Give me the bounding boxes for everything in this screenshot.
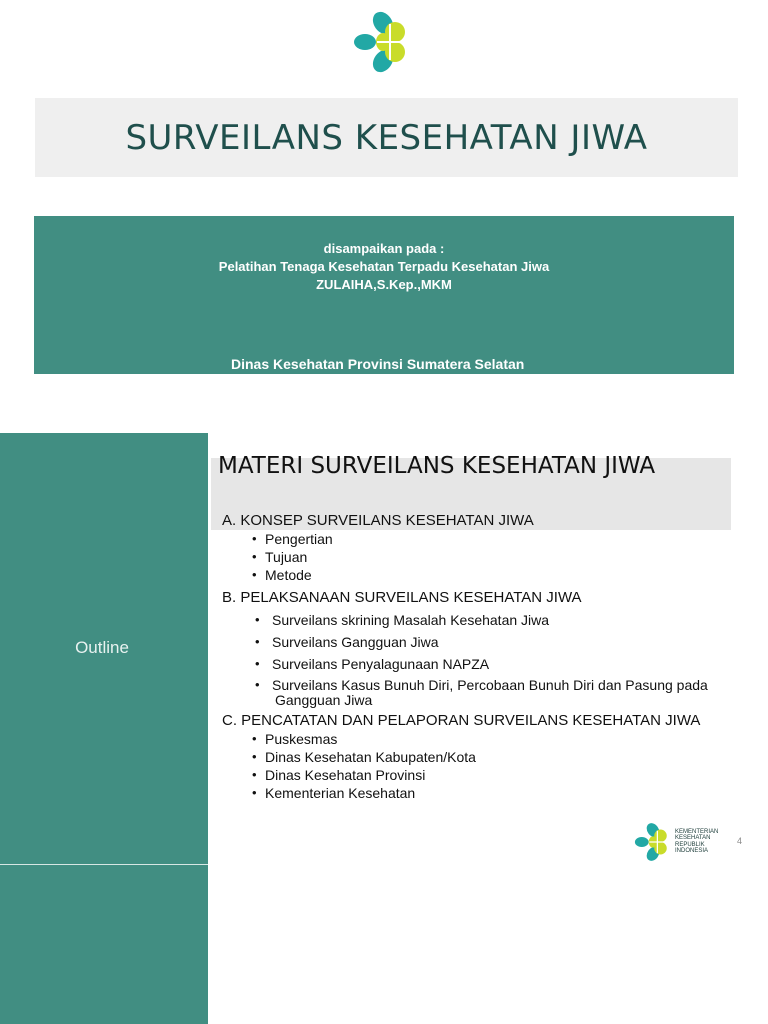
list-item: Kementerian Kesehatan <box>265 785 416 801</box>
bullet: • <box>252 549 257 564</box>
bullet: • <box>252 531 257 546</box>
section-c-heading: C. PENCATATAN DAN PELAPORAN SURVEILANS KESEHATAN JIWA <box>222 712 701 729</box>
outline-label: Outline <box>75 638 129 657</box>
list-item: Tujuan <box>265 549 308 565</box>
bullet: • <box>252 785 257 800</box>
slide1-title-box <box>35 98 738 177</box>
presenter-box <box>34 216 734 374</box>
list-item: Metode <box>265 567 312 583</box>
list-item: Dinas Kesehatan Provinsi <box>265 767 426 783</box>
list-item: Pengertian <box>265 531 333 547</box>
list-item: Surveilans Penyalagunaan NAPZA <box>272 656 490 672</box>
logo-text-line: INDONESIA <box>675 848 709 855</box>
presented-at-label: disampaikan pada : <box>323 241 445 256</box>
outline-side-panel <box>0 433 208 1024</box>
list-item: Surveilans skrining Masalah Kesehatan Jiwa <box>272 612 550 628</box>
logo-text-line: KEMENTERIAN <box>675 829 719 835</box>
list-item: Surveilans Gangguan Jiwa <box>272 634 439 650</box>
logo-text-line: REPUBLIK <box>675 841 705 848</box>
list-item: Dinas Kesehatan Kabupaten/Kota <box>265 749 476 765</box>
bullet: • <box>255 677 260 692</box>
materi-title: MATERI SURVEILANS KESEHATAN JIWA <box>218 453 656 479</box>
kemenkes-logo-icon <box>353 10 413 74</box>
bullet: • <box>252 749 257 764</box>
bullet: • <box>252 767 257 782</box>
section-a-heading: A. KONSEP SURVEILANS KESEHATAN JIWA <box>222 512 534 529</box>
bullet: • <box>252 731 257 746</box>
presenter-name: ZULAIHA,S.Kep.,MKM <box>316 277 452 292</box>
slide1-title: SURVEILANS KESEHATAN JIWA <box>125 117 648 158</box>
bullet: • <box>255 612 260 627</box>
presenter-lines <box>34 240 734 294</box>
bullet: • <box>255 634 260 649</box>
section-b-heading: B. PELAKSANAAN SURVEILANS KESEHATAN JIWA <box>222 589 582 606</box>
logo-wordmark <box>675 829 735 855</box>
list-item-continuation: Gangguan Jiwa <box>275 692 373 708</box>
list-item: Surveilans Kasus Bunuh Diri, Percobaan Bunuh Diri dan Pasung pada <box>272 677 708 693</box>
side-panel-divider <box>0 864 208 865</box>
kemenkes-logo-small-icon <box>633 822 673 862</box>
presenter-organization: Dinas Kesehatan Provinsi Sumatera Selatan <box>231 356 525 372</box>
list-item: Puskesmas <box>265 731 338 747</box>
training-name: Pelatihan Tenaga Kesehatan Terpadu Kesehatan Jiwa <box>218 259 550 274</box>
logo-text-line: KESEHATAN <box>675 835 711 842</box>
bullet: • <box>255 656 260 671</box>
page-number: 4 <box>737 836 743 846</box>
bullet: • <box>252 567 257 582</box>
